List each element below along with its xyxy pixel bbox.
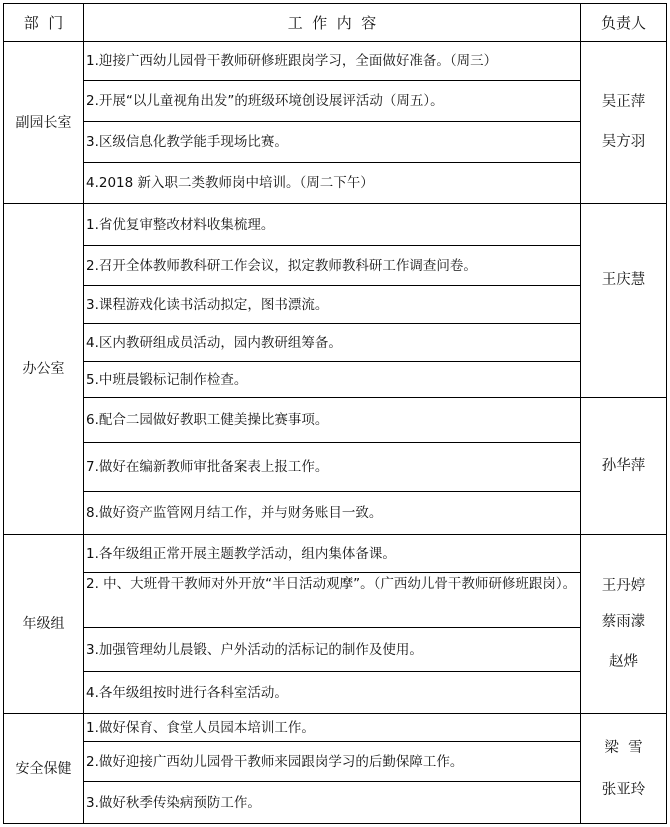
- dept-label: 安全保健: [15, 760, 72, 777]
- col-divider-content: [580, 3, 581, 824]
- table-border-right: [666, 3, 667, 824]
- task-item: 7.做好在编新教师审批备案表上报工作。: [86, 459, 329, 475]
- header-content: 工 作 内 容: [287, 13, 377, 32]
- task-item: 3.区级信息化教学能手现场比赛。: [86, 134, 288, 150]
- task-item: 3.课程游戏化读书活动拟定，图书漂流。: [86, 296, 329, 313]
- task-item: 1.迎接广西幼儿园骨干教师研修班跟岗学习，全面做好准备。（周三）: [86, 53, 498, 69]
- task-item: 3.做好秋季传染病预防工作。: [86, 794, 261, 811]
- task-item: 4.2018 新入职二类教师岗中培训。（周二下午）: [86, 175, 374, 191]
- owner-name: 吴方羽: [601, 134, 646, 150]
- table-border-bottom: [3, 823, 667, 824]
- dept-label: 办公室: [22, 361, 65, 377]
- task-item: 2. 中、大班骨干教师对外开放“半日活动观摩”。（广西幼儿骨干教师研修班跟岗）。: [86, 576, 577, 592]
- task-item: 6.配合二园做好教职工健美操比赛事项。: [86, 412, 329, 428]
- task-item: 4.区内教研组成员活动，园内教研组筹备。: [86, 334, 342, 351]
- dept-label: 副园长室: [15, 114, 72, 131]
- owner-name: 吴正萍: [601, 94, 646, 110]
- owner-name: 张亚玲: [601, 782, 646, 798]
- owner-name: 王丹婷: [601, 578, 646, 594]
- owner-name: 梁 雪: [604, 740, 643, 756]
- task-item: 5.中班晨锻标记制作检查。: [86, 371, 248, 388]
- header-owner: 负责人: [600, 13, 646, 32]
- owner-name: 蔡雨濛: [601, 614, 646, 630]
- owner-name: 王庆慧: [601, 272, 646, 288]
- task-item: 2.召开全体教师教科研工作会议，拟定教师教科研工作调查问卷。: [86, 257, 477, 274]
- dept-label: 年级组: [22, 616, 65, 632]
- task-item: 2.做好迎接广西幼儿园骨干教师来园跟岗学习的后勤保障工作。: [86, 753, 464, 770]
- header-dept: 部 门: [23, 13, 64, 32]
- task-item: 1.省优复审整改材料收集梳理。: [86, 216, 275, 233]
- task-item: 3.加强管理幼儿晨锻、户外活动的活标记的制作及使用。: [86, 641, 423, 658]
- task-item: 2.开展“以儿童视角出发”的班级环境创设展评活动（周五）。: [86, 93, 444, 109]
- owner-name: 孙华萍: [601, 458, 646, 474]
- task-item: 4.各年级组按时进行各科室活动。: [86, 684, 288, 701]
- task-item: 1.各年级组正常开展主题教学活动，组内集体备课。: [86, 545, 396, 562]
- task-item: 1.做好保育、食堂人员园本培训工作。: [86, 719, 315, 736]
- owner-name: 赵烨: [609, 654, 638, 670]
- task-item: 8.做好资产监管网月结工作，并与财务账目一致。: [86, 505, 383, 521]
